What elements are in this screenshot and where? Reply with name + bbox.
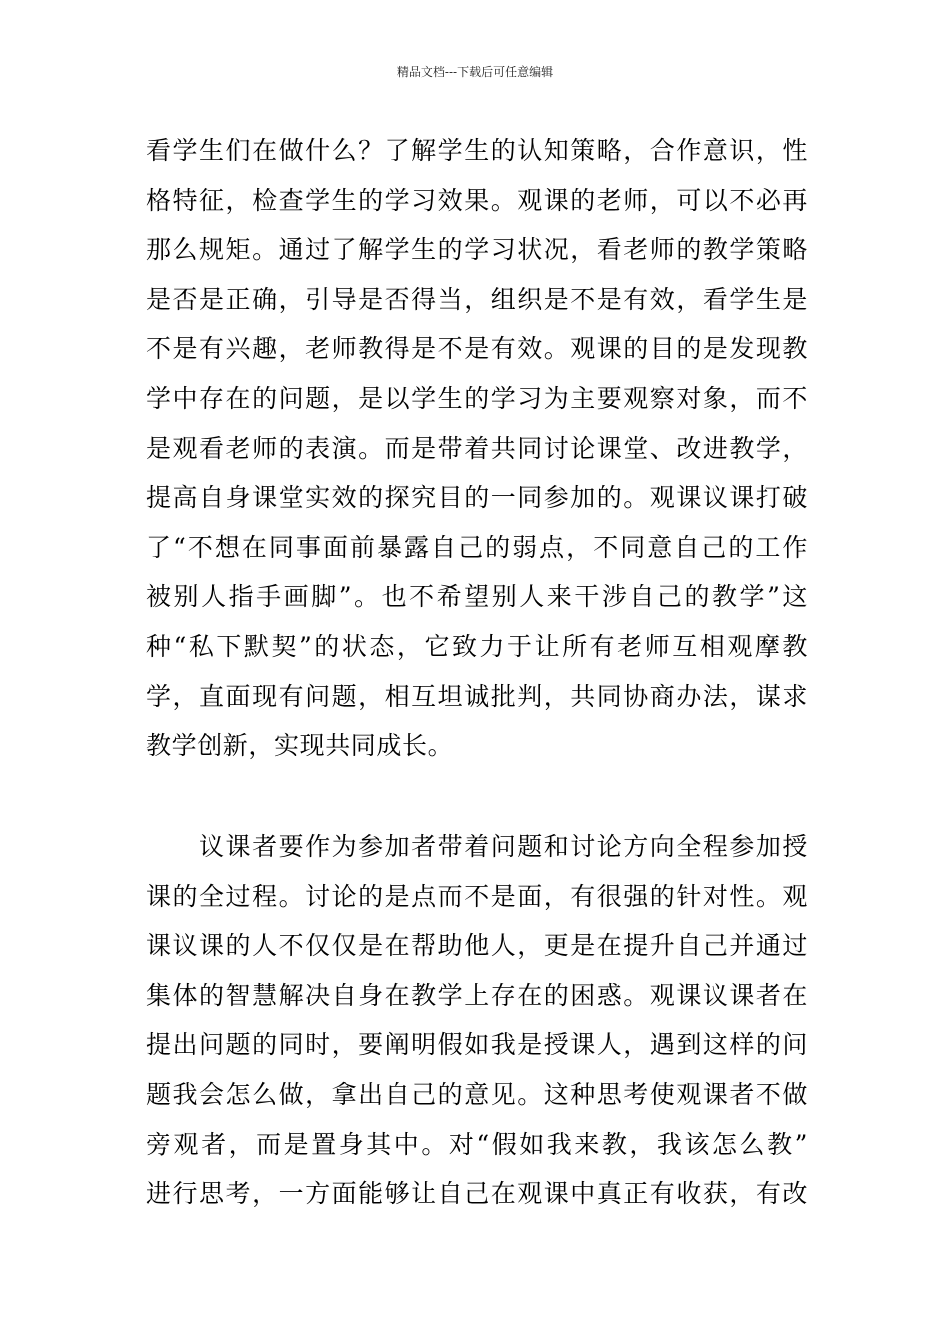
text-line: 格特征，检查学生的学习效果。观课的老师，可以不必再 [146,185,808,215]
text-line: 不是有兴趣，老师教得是不是有效。观课的目的是发现教 [146,334,808,364]
text-line: 是否是正确，引导是否得当，组织是不是有效，看学生是 [146,284,808,314]
text-line: 集体的智慧解决自身在教学上存在的困惑。观课议课者在 [146,980,808,1010]
text-line: 学，直面现有问题，相互坦诚批判，共同协商办法，谋求 [146,681,808,711]
text-line: 进行思考，一方面能够让自己在观课中真正有收获，有改 [146,1179,808,1209]
text-line: 题我会怎么做，拿出自己的意见。这种思考使观课者不做 [146,1079,808,1109]
text-line: 教学创新，实现共同成长。 [146,731,454,761]
text-line: 旁观者，而是置身其中。对“假如我来教，我该怎么教” [146,1129,808,1159]
paragraph-2 [146,822,808,1219]
text-line: 了“不想在同事面前暴露自己的弱点，不同意自己的工作 [146,532,808,562]
text-line: 议课者要作为参加者带着问题和讨论方向全程参加授 [146,832,808,861]
paragraph-1 [146,126,808,771]
text-line: 提出问题的同时，要阐明假如我是授课人，遇到这样的问 [146,1030,808,1060]
text-line: 提高自身课堂实效的探究目的一同参加的。观课议课打破 [146,483,808,513]
text-line: 那么规矩。通过了解学生的学习状况，看老师的教学策略 [146,235,808,265]
text-line: 课的全过程。讨论的是点而不是面，有很强的针对性。观 [146,881,808,911]
text-line: 被别人指手画脚”。也不希望别人来干涉自己的教学”这 [146,582,808,612]
page-header: 精品文档---下载后可任意编辑 [396,65,554,79]
text-line: 看学生们在做什么？了解学生的认知策略，合作意识，性 [146,136,808,165]
text-line: 种“私下默契”的状态，它致力于让所有老师互相观摩教 [146,631,808,661]
text-line: 学中存在的问题，是以学生的学习为主要观察对象，而不 [146,383,808,413]
text-line: 课议课的人不仅仅是在帮助他人，更是在提升自己并通过 [146,931,808,961]
text-line: 是观看老师的表演。而是带着共同讨论课堂、改进教学， [146,433,808,463]
